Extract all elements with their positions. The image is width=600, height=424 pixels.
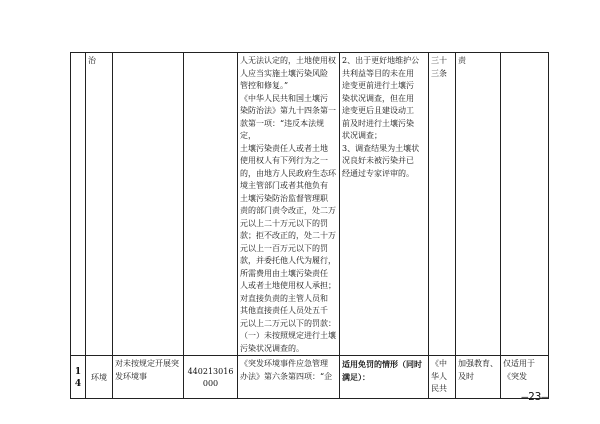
legal-basis-line: 元以上二万元以下的罚款： xyxy=(240,318,336,328)
condition-line: 适用免罚的情形（同时 xyxy=(342,359,422,369)
legal-basis-line: 《中华人民共和国土壤污 xyxy=(240,93,328,103)
row-number-cell xyxy=(71,53,86,356)
legal-basis-line: 染防治法》第九十四条第一 xyxy=(240,106,336,115)
condition-line: 染状况调查，但在用 xyxy=(342,93,414,103)
condition-line: 共利益等目的未在用 xyxy=(342,68,414,78)
legal-basis-line: 境主管部门或者其他负有 xyxy=(240,181,328,190)
legal-basis-line: 所需费用由土壤污染责任 xyxy=(240,268,328,278)
legal-basis-line: 管控和修复。” xyxy=(240,81,289,90)
table-row xyxy=(71,356,549,399)
legal-basis-line: 其他直接责任人员处五千 xyxy=(240,306,328,315)
condition-line: 况良好未被污染并已 xyxy=(342,156,414,165)
condition-line: 前及时进行土壤污染 xyxy=(342,118,414,128)
penalty-exemption-table xyxy=(70,52,549,399)
legal-basis-line: （一）未按照规定进行土壤 xyxy=(240,331,336,340)
legal-basis-cell xyxy=(238,356,340,399)
legal-basis-line: 款第一项：“违反本法规定， xyxy=(240,118,325,140)
legal-basis-line: 人或者土地使用权人承担； xyxy=(240,281,336,290)
table-row xyxy=(71,53,549,356)
item-cell: 对未按规定开展突发环境事 xyxy=(113,356,184,399)
legal-basis-line: 人应当实施土壤污染风险 xyxy=(240,68,328,78)
legal-basis-line: 对直接负责的主管人员和 xyxy=(240,293,328,303)
legal-basis-line: 元以上二十万元以下的罚 xyxy=(240,218,328,228)
exemption-conditions-cell xyxy=(340,356,429,399)
legal-basis-line: 元以上一百万元以下的罚 xyxy=(240,243,328,253)
category-cell: 环境 xyxy=(86,356,113,399)
note-cell xyxy=(501,53,549,356)
exemption-conditions-cell xyxy=(340,53,429,356)
condition-line: 途变更前进行土壤污 xyxy=(342,81,414,90)
measure-cell: 加强教育、及时 xyxy=(456,356,501,399)
condition-line: 满足）： xyxy=(342,371,370,382)
legal-basis-line: 人无法认定的，土地使用权 xyxy=(240,56,336,65)
condition-line: 途变更后且建设动工 xyxy=(342,106,414,115)
legal-basis-line: 土壤污染防治监督管理职 xyxy=(240,193,328,203)
code-cell xyxy=(184,53,238,356)
legal-basis-line: 款，并委托他人代为履行， xyxy=(240,256,336,265)
legal-basis-line: 责的部门责令改正，处二万 xyxy=(240,206,336,215)
legal-basis-line: 使用权人有下列行为之一 xyxy=(240,156,328,165)
condition-line: 3、调查结果为土壤状 xyxy=(342,143,420,153)
legal-basis-line: 《突发环境事件应急管理 xyxy=(240,359,328,368)
category-cell: 治 xyxy=(86,53,113,356)
measure-cell: 责 xyxy=(456,53,501,356)
page-number: —23— xyxy=(521,390,548,403)
legal-basis-line: 款；拒不改正的，处二十万 xyxy=(240,231,336,240)
condition-line: 经通过专家评审的。 xyxy=(342,168,414,178)
legal-basis-cell xyxy=(238,53,340,356)
code-cell: 440213016000 xyxy=(184,356,238,399)
legal-basis-line: 污染状况调查的。 xyxy=(240,343,304,353)
note-cell: 仅适用于《突发 xyxy=(501,356,549,399)
item-cell xyxy=(113,53,184,356)
legal-basis-line: 办法》第六条第四项：“企 xyxy=(240,371,333,381)
condition-line: 状况调查； xyxy=(342,131,382,140)
condition-line: 2、出于更好地维护公 xyxy=(342,56,420,65)
reference-cell: 三十三条 xyxy=(429,53,456,356)
legal-basis-line: 土壤污染责任人或者土地 xyxy=(240,143,328,153)
row-number-cell: 14 xyxy=(71,356,86,399)
reference-cell: 《中华人民共 xyxy=(429,356,456,399)
legal-basis-line: 的，由地方人民政府生态环 xyxy=(240,168,336,178)
